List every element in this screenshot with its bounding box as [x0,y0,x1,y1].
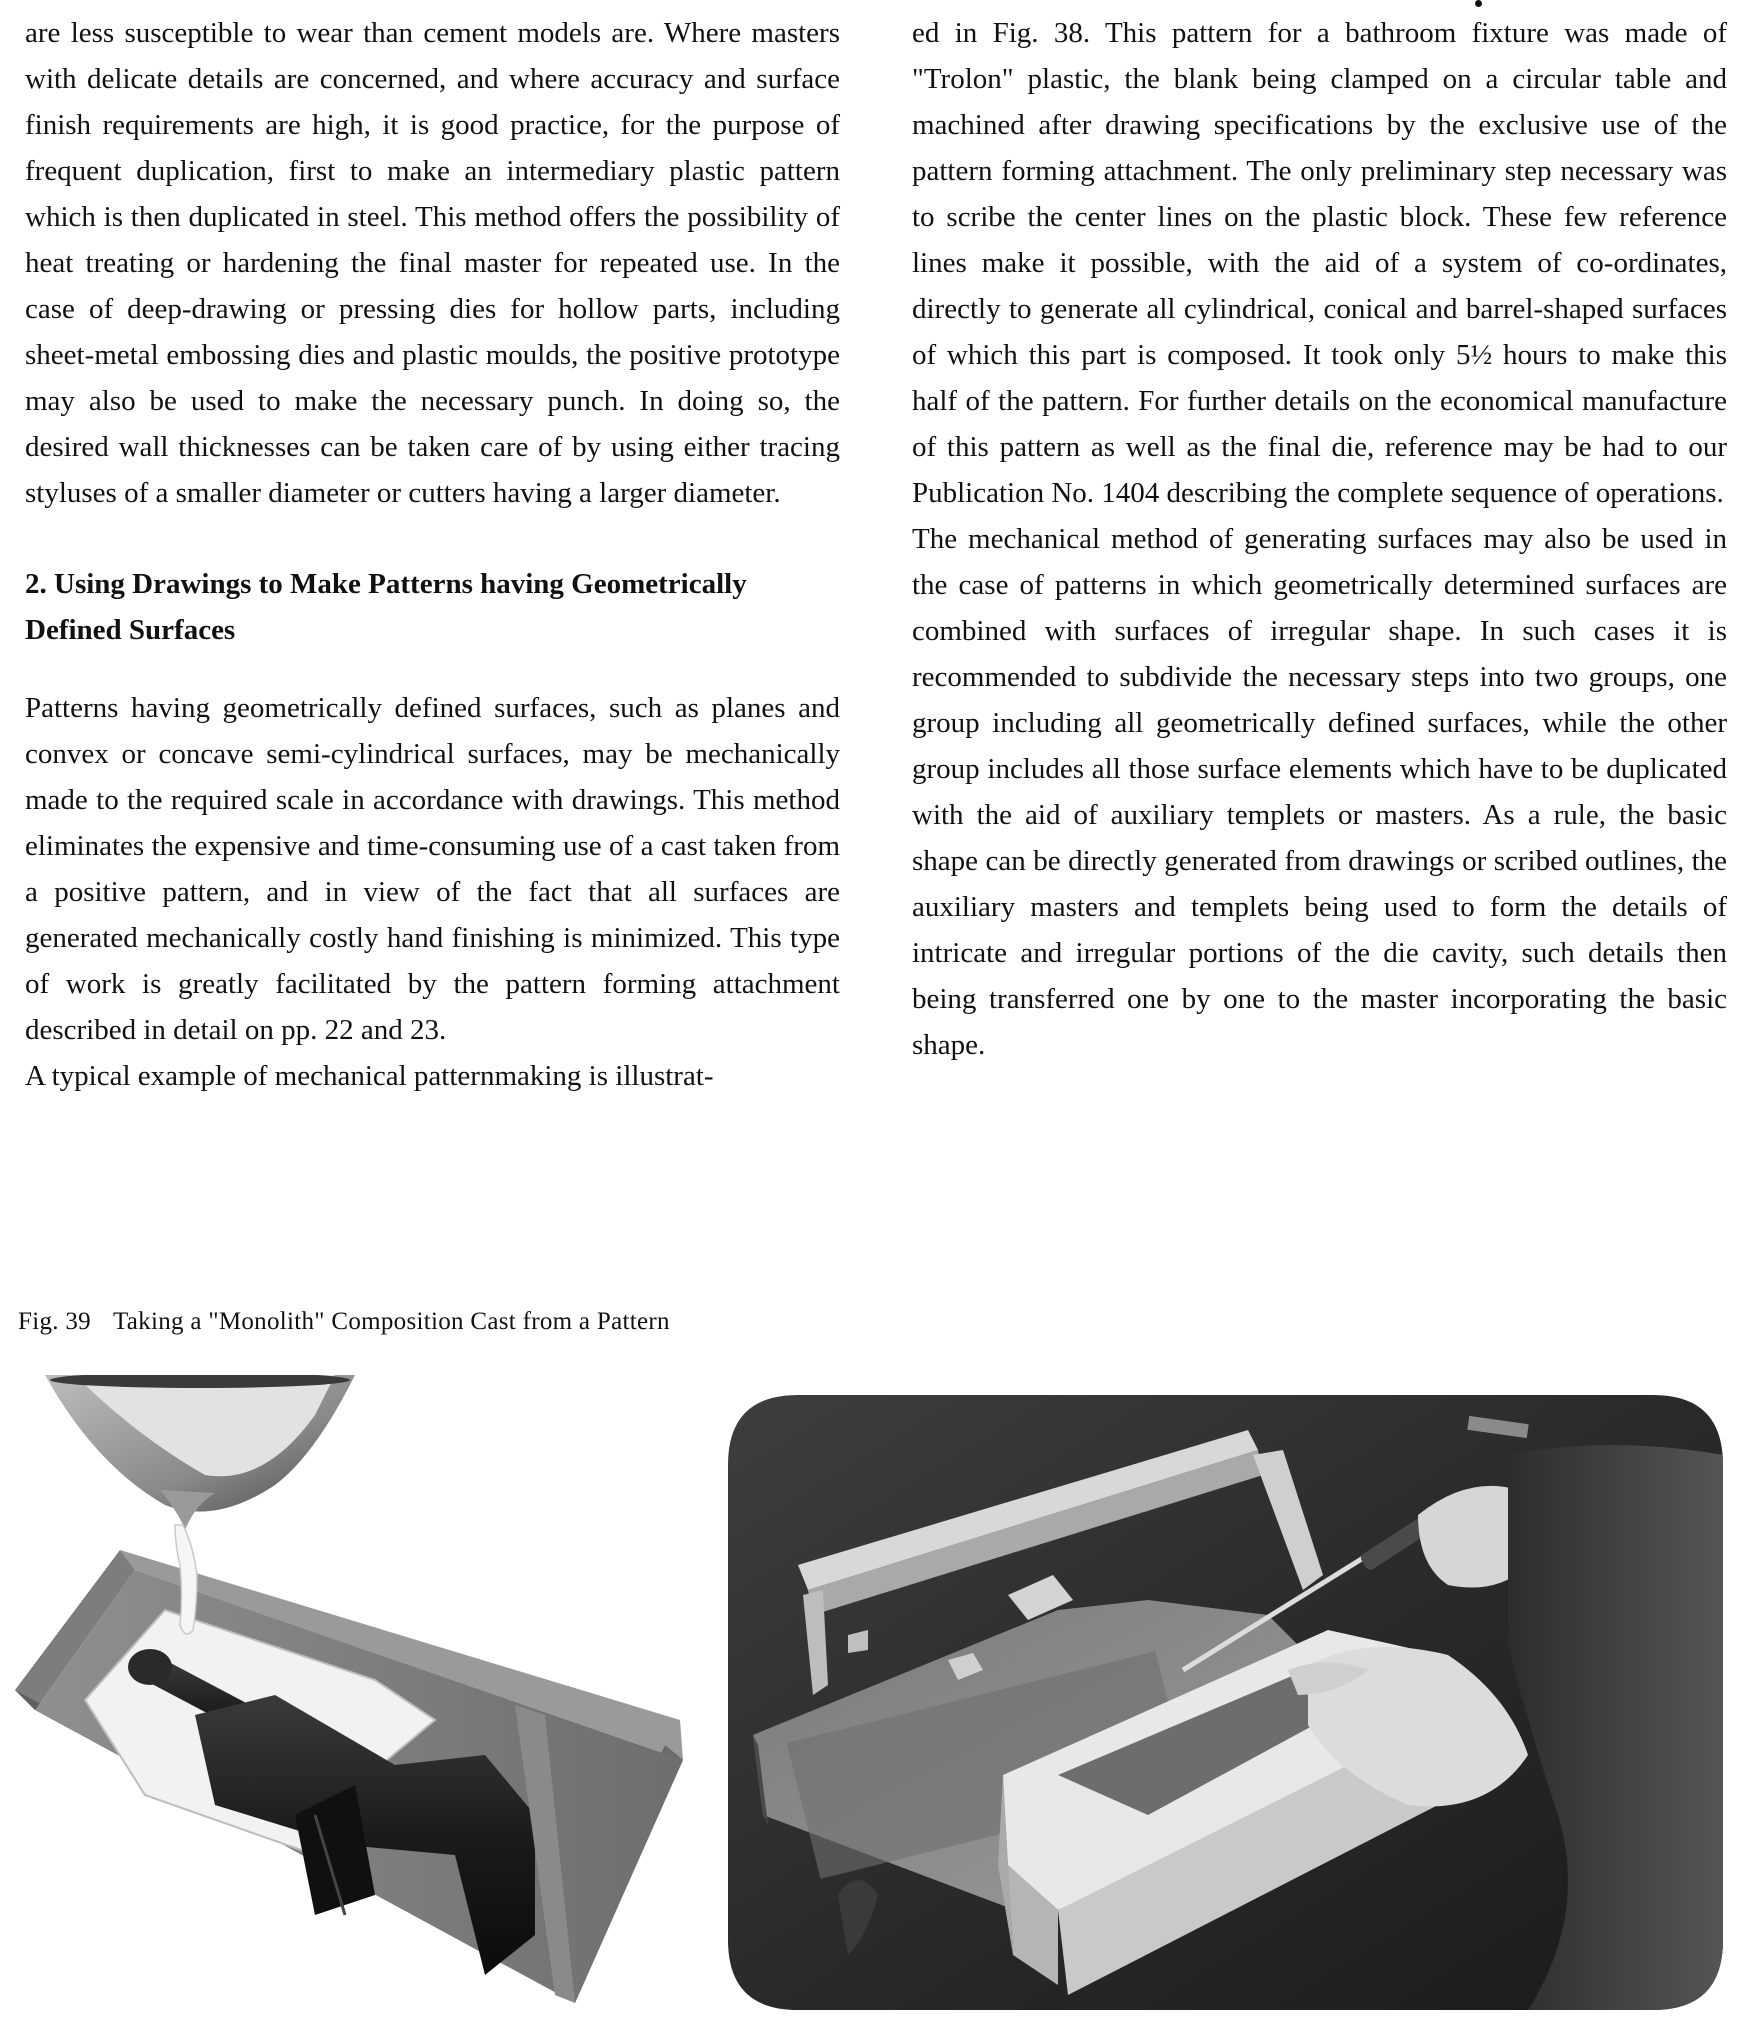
figure-caption [18,1305,918,1339]
left-paragraph-2: Patterns having geometrically defined surfaces, such as planes and convex or concave semi-cylindrical surfaces, may be mechanically made to the required scale in accordance with drawings. This method eliminates the expensive and time-consuming use of a cast taken from a positive pattern, and in view of the fact that all surfaces are generated mechanically costly hand finishing is minimized. This type of work is greatly facilitated by the pattern forming attachment described in detail on pp. 22 and 23. [25,692,840,1046]
right-paragraph-1: ed in Fig. 38. This pattern for a bathroom fixture was made of "Trolon" plastic, the blank being clamped on a circular table and machined after drawing specifications by the exclusive use of the pattern forming attachment. The only preliminary step necessary was to scribe the center lines on the plastic block. These few reference lines make it possible, with the aid of a system of co-ordinates, directly to generate all cylindrical, conical and barrel-shaped surfaces of which this part is composed. It took only 5½ hours to make this half of the pattern. For further details on the economical manufacture of this pattern as well as the final die, reference may be had to our Publication No. 1404 describing the complete sequence of operations. [912,17,1727,509]
photo-pattern-tracing [728,1395,1723,2010]
right-paragraph-2: The mechanical method of generating surfaces may also be used in the case of patterns in which geometrically determined surfaces are combined with surfaces of irregular shape. In such cases it is recommended to subdivide the necessary steps into two groups, one group including all geometrically defined surfaces, while the other group includes all those surface elements which have to be duplicated with the aid of auxiliary templets or masters. As a rule, the basic shape can be directly generated from drawings or scribed outlines, the auxiliary masters and templets being used to form the details of intricate and irregular portions of the die cavity, such details then being transferred one by one to the master incorporating the basic shape. [912,523,1727,1061]
figure-label: Fig. 39 [18,1308,91,1335]
left-column [25,10,840,1099]
figure-caption-text: Taking a "Monolith" Composition Cast from a Pattern [112,1308,670,1335]
photo-pouring-cast [15,1375,715,2005]
left-paragraph-1: are less susceptible to wear than cement models are. Where masters with delicate details are concerned, and where accuracy and surface finish requirements are high, it is good practice, for the purpose of frequent duplication, first to make an intermediary plastic pattern which is then duplicated in steel. This method offers the possibility of heat treating or hardening the final master for repeated use. In the case of deep-drawing or pressing dies for hollow parts, including sheet-metal embossing dies and plastic moulds, the positive prototype may also be used to make the necessary punch. In doing so, the desired wall thicknesses can be taken care of by using either tracing styluses of a smaller diameter or cutters having a larger diameter. [25,17,840,509]
right-column [912,10,1727,1068]
left-paragraph-3: A typical example of mechanical patternmaking is illustrat- [25,1060,714,1092]
print-speck [1475,0,1482,7]
section-heading: 2. Using Drawings to Make Patterns having Geometrically Defined Surfaces [25,568,747,646]
